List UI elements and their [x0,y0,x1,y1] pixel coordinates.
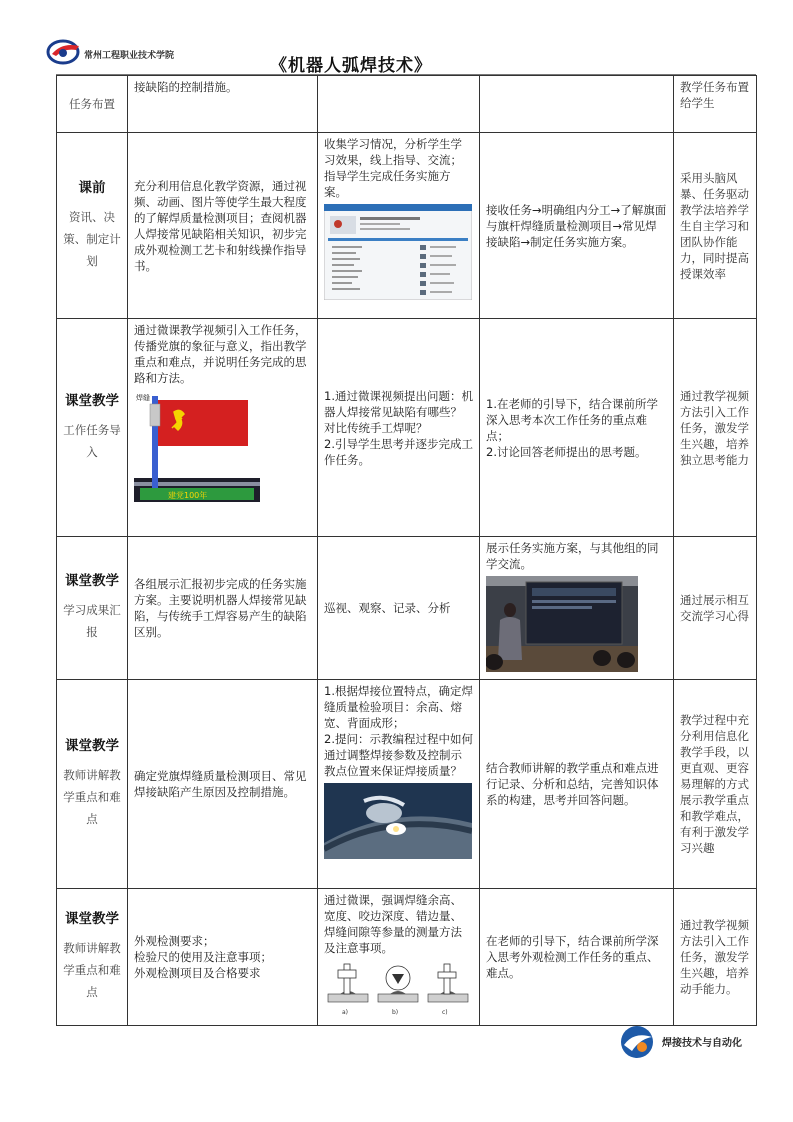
intent-cell [674,537,757,680]
teacher-text: 1.通过微课视频提出问题：机器人焊接常见缺陷有哪些？对比传统手工焊呢？ 2.引导学生思考并逐步完成工作任务。 [324,388,473,467]
stage-cell [57,680,128,889]
teacher-cell [318,319,480,537]
teacher-cell [318,889,480,1026]
flag-base-label: 建党100年 [168,491,208,500]
document-title: 《机器人弧焊技术》 [270,56,432,76]
stage-subtitle: 学习成果汇报 [63,603,121,639]
table-row [57,319,757,537]
stage-subtitle: 工作任务导入 [63,422,121,459]
intent-cell [674,889,757,1026]
student-cell [480,680,674,889]
content-cell [128,76,318,133]
intent-text: 采用头脑风暴、任务驱动教学法培养学生自主学习和团队协作能力，同时提高授课效率 [680,170,749,281]
student-cell [480,537,674,680]
student-cell [480,319,674,537]
classroom-presentation-photo [486,576,638,672]
stage-subtitle: 资讯、决策、制定计划 [63,209,121,268]
page-header [0,0,793,76]
stage-title: 课堂教学 [65,573,119,589]
stage-subtitle: 教师讲解教学重点和难点 [63,941,121,999]
stage-cell [57,319,128,537]
stage-title: 课堂教学 [65,911,119,927]
student-cell [480,889,674,1026]
student-cell [480,133,674,319]
student-text: 在老师的引导下，结合课前所学深入思考外观检测工作任务的重点、难点。 [486,934,659,980]
teacher-text: 1.根据焊接位置特点，确定焊缝质量检验项目：余高、熔宽、背面成形； 2.提问：示教编程过程中如何通过调整焊接参数及控制示教点位置来保证焊接质量？ [324,684,473,778]
intent-text: 通过教学视频方法引入工作任务，激发学生兴趣，培养独立思考能力 [680,388,749,467]
intent-text: 通过教学视频方法引入工作任务，激发学生兴趣，培养动手能力。 [680,918,749,996]
stage-subtitle: 教师讲解教学重点和难点 [63,768,121,826]
teacher-text: 通过微课，强调焊缝余高、宽度、咬边深度、错边量、焊缝间隙等参量的测量方法及注意事项。 [324,893,462,955]
intent-cell [674,76,757,133]
table-row [57,889,757,1026]
stage-subtitle: 任务布置 [69,97,115,111]
intent-cell [674,133,757,319]
student-text: 1.在老师的引导下，结合课前所学深入思考本次工作任务的重点难点； 2.讨论回答老师提出的思考题。 [486,396,658,459]
content-text: 通过微课教学视频引入工作任务，传播党旗的象征与意义，指出教学重点和难点，并说明任务完成的思路和方法。 [134,323,307,385]
content-cell [128,680,318,889]
content-cell [128,537,318,680]
content-text: 接缺陷的控制措施。 [134,80,238,94]
intent-cell [674,680,757,889]
table-row [57,680,757,889]
stage-title: 课堂教学 [65,738,119,754]
department-logo-icon [620,1025,656,1059]
party-flag-model-image [134,390,260,502]
teacher-text: 巡视、观察、记录、分析 [324,601,451,615]
teacher-text: 收集学习情况，分析学生学习效果，线上指导、交流；指导学生完成任务实施方案。 [324,137,462,199]
content-text: 确定党旗焊缝质量检测项目、常见焊接缺陷产生原因及控制措施。 [134,769,307,799]
content-cell [128,889,318,1026]
table-row [57,537,757,680]
diagram-label-c: c) [442,1009,448,1016]
lesson-plan-table [56,75,757,1026]
welding-photo [324,783,472,859]
flag-pole-label: 焊缝 [136,394,150,402]
teacher-cell [318,680,480,889]
teacher-cell [318,133,480,319]
footer-department-name: 焊接技术与自动化 [662,1038,742,1049]
student-text: 展示任务实施方案，与其他组的同学交流。 [486,541,659,571]
intent-text: 通过展示相互交流学习心得 [680,593,749,623]
table-row [57,133,757,319]
online-platform-screenshot [324,204,472,300]
intent-cell [674,319,757,537]
content-text: 充分利用信息化教学资源，通过视频、动画、图片等使学生最大程度的了解焊质量检测项目；查阅机器人焊接常见缺陷相关知识，初步完成外观检测工艺卡和射线操作指导书。 [134,178,307,273]
intent-text: 教学任务布置给学生 [680,80,749,110]
stage-title: 课堂教学 [65,392,119,409]
intent-text: 教学过程中充分利用信息化教学手段，以更直观、更容易理解的方式展示教学重点和教学难点，有利于激发学习兴趣 [680,713,749,855]
stage-cell [57,889,128,1026]
content-cell [128,319,318,537]
student-text: 接收任务→明确组内分工→了解旗面与旗杆焊缝质量检测项目→常见焊接缺陷→制定任务实施方案。 [486,202,667,249]
content-text: 各组展示汇报初步完成的任务实施方案。主要说明机器人焊接常见缺陷，与传统手工焊容易产生的缺陷区别。 [134,577,307,639]
stage-title: 课前 [78,179,106,196]
stage-cell [57,133,128,319]
student-cell [480,76,674,133]
content-cell [128,133,318,319]
stage-cell [57,76,128,133]
student-text: 结合教师讲解的教学重点和难点进行记录、分析和总结，完善知识体系的构建，思考并回答问题。 [486,761,659,807]
teacher-cell [318,76,480,133]
content-text: 外观检测要求； 检验尺的使用及注意事项； 外观检测项目及合格要求 [134,934,272,980]
stage-cell [57,537,128,680]
teacher-cell [318,537,480,680]
diagram-label-b: b) [392,1009,399,1016]
diagram-label-a: a) [342,1009,349,1016]
table-row [57,76,757,133]
school-name: 常州工程职业技术学院 [84,51,175,61]
school-logo-icon [46,38,82,66]
weld-gauge-diagram [324,960,472,1018]
